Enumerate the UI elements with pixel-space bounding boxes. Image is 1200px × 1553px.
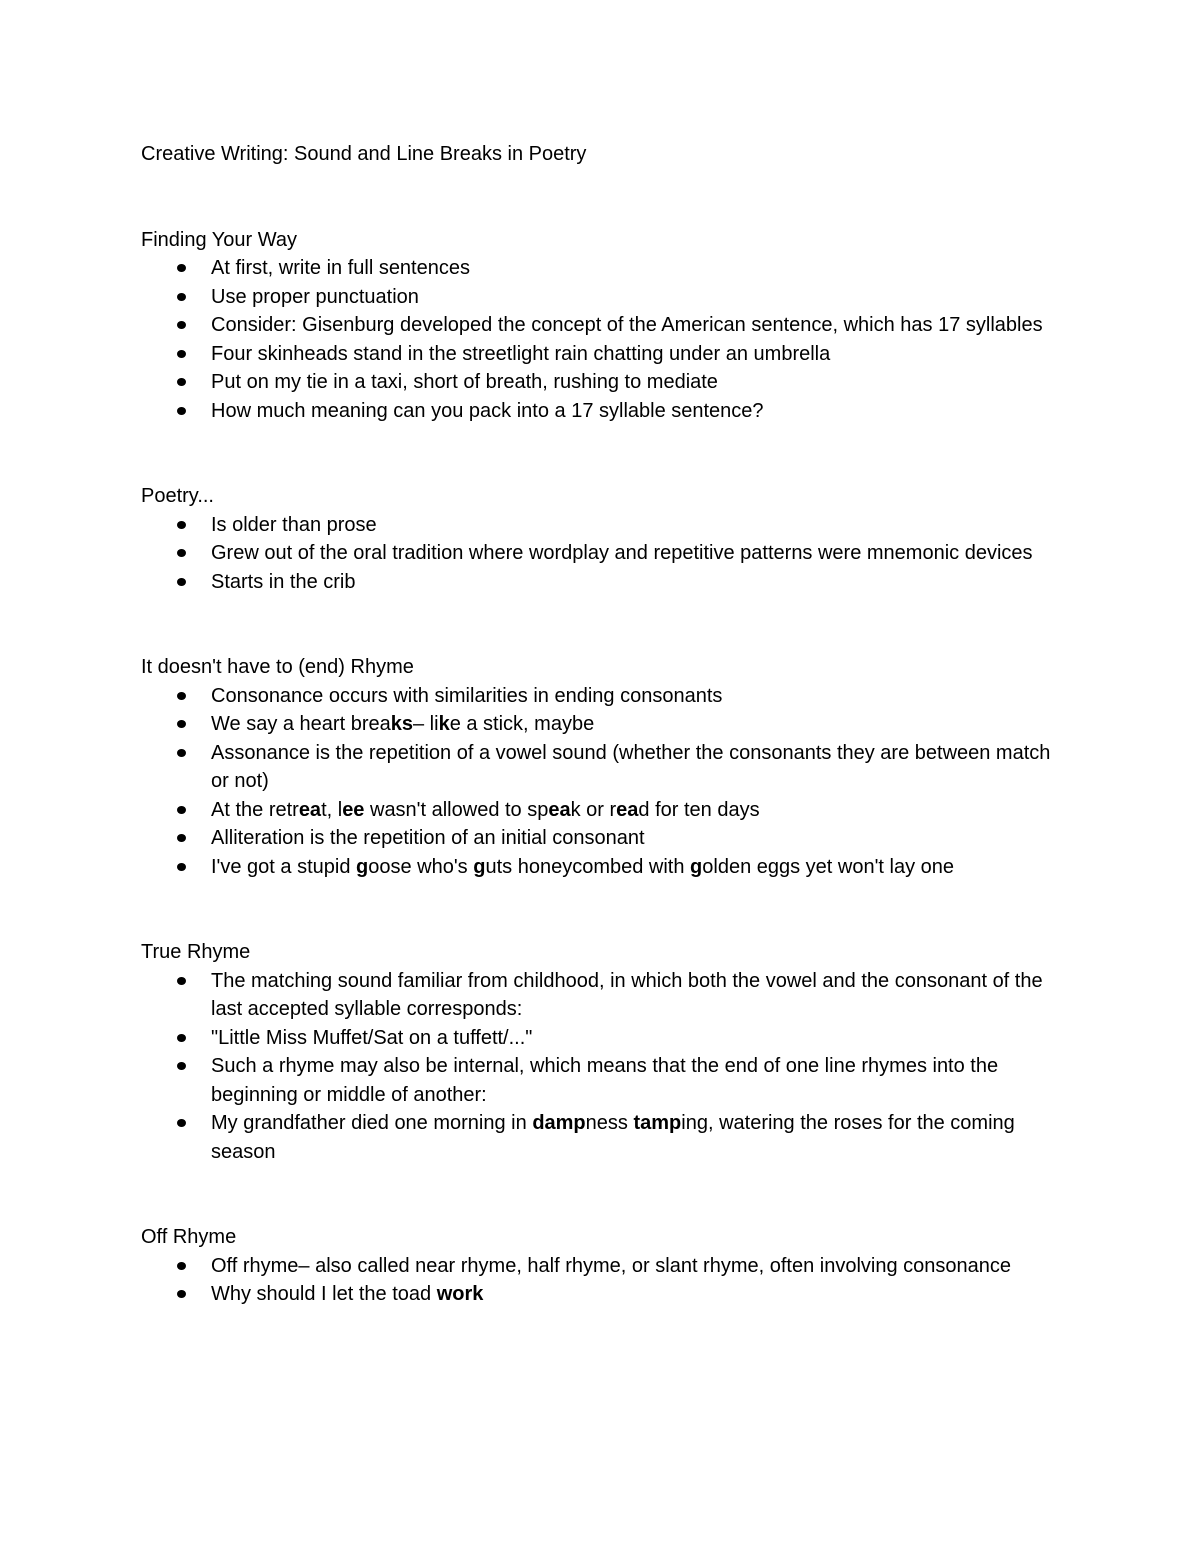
emphasis-text: g xyxy=(690,855,703,878)
item-text: Grew out of the oral tradition where wordplay and repetitive patterns were mnemonic devices xyxy=(211,542,1033,564)
bullet-icon xyxy=(177,977,186,985)
item-text: At first, write in full sentences xyxy=(211,257,470,279)
item-text: Is older than prose xyxy=(211,513,377,536)
bullet-icon xyxy=(177,692,186,700)
item-text: "Little Miss Muffet/Sat on a tuffett/..." xyxy=(211,1026,533,1049)
list-item xyxy=(141,796,1061,825)
list-item xyxy=(141,311,1061,340)
emphasis-text: ee xyxy=(342,798,365,821)
document-title: Creative Writing: Sound and Line Breaks in Poetry xyxy=(141,143,587,165)
emphasis-text: g xyxy=(356,855,369,878)
item-text: At the retr xyxy=(211,798,299,821)
item-text: t, l xyxy=(321,798,343,821)
item-text: Consider: Gisenburg developed the concept of the American sentence, which has 17 syllables xyxy=(211,314,1043,336)
list-item xyxy=(141,1109,1061,1166)
bullet-list xyxy=(141,254,1061,425)
bullet-list xyxy=(141,967,1061,1167)
item-text: Four skinheads stand in the streetlight rain chatting under an umbrella xyxy=(211,342,831,365)
section xyxy=(141,482,1061,596)
spacer xyxy=(141,881,1061,938)
section-heading: Off Rhyme xyxy=(141,1226,237,1248)
list-item xyxy=(141,824,1061,853)
section-heading: Finding Your Way xyxy=(141,228,298,251)
emphasis-text: k xyxy=(438,713,450,735)
bullet-icon xyxy=(177,578,186,586)
item-text: Starts in the crib xyxy=(211,570,356,593)
list-item xyxy=(141,368,1061,397)
bullet-icon xyxy=(177,293,186,301)
bullet-icon xyxy=(177,1119,186,1127)
bullet-icon xyxy=(177,378,186,386)
bullet-list xyxy=(141,511,1061,597)
item-text: Off rhyme– also called near rhyme, half rhyme, or slant rhyme, often involving consonance xyxy=(211,1254,1012,1277)
item-text: Assonance is the repetition of a vowel sound (whether the consonants they are between match or not) xyxy=(211,741,1051,792)
list-item xyxy=(141,967,1061,1024)
bullet-list xyxy=(141,1252,1061,1309)
emphasis-text: tamp xyxy=(633,1112,682,1134)
item-text: We say a heart brea xyxy=(211,713,391,735)
item-text: My grandfather died one morning in xyxy=(211,1112,533,1134)
bullet-icon xyxy=(177,321,186,329)
item-text: Such a rhyme may also be internal, which means that the end of one line rhymes into the beginning or middle of another: xyxy=(211,1055,999,1106)
bullet-icon xyxy=(177,1262,186,1270)
item-text: e a stick, maybe xyxy=(449,713,595,735)
section xyxy=(141,938,1061,1166)
bullet-icon xyxy=(177,1290,186,1298)
bullet-icon xyxy=(177,720,186,728)
bullet-icon xyxy=(177,834,186,842)
bullet-icon xyxy=(177,1062,186,1070)
list-item xyxy=(141,397,1061,426)
spacer xyxy=(141,169,1061,226)
bullet-icon xyxy=(177,549,186,557)
spacer xyxy=(141,596,1061,653)
list-item xyxy=(141,568,1061,597)
list-item xyxy=(141,1024,1061,1053)
list-item xyxy=(141,739,1061,796)
emphasis-text: g xyxy=(473,855,486,878)
item-text: – li xyxy=(412,713,439,735)
item-text: The matching sound familiar from childhood, in which both the vowel and the consonant of the last accepted syllable corresponds: xyxy=(211,969,1043,1020)
item-text: Alliteration is the repetition of an initial consonant xyxy=(211,827,645,849)
item-text: wasn't allowed to sp xyxy=(364,798,549,821)
section xyxy=(141,226,1061,426)
item-text: ing, watering the roses for the coming season xyxy=(211,1112,1015,1163)
bullet-icon xyxy=(177,1034,186,1042)
item-text: Use proper punctuation xyxy=(211,285,419,308)
list-item xyxy=(141,682,1061,711)
emphasis-text: ea xyxy=(616,798,639,821)
item-text: Why should I let the toad xyxy=(211,1283,437,1305)
item-text: Put on my tie in a taxi, short of breath, rushing to mediate xyxy=(211,371,718,393)
item-text: I've got a stupid xyxy=(211,855,357,878)
emphasis-text: ea xyxy=(298,798,322,821)
emphasis-text: work xyxy=(436,1283,484,1305)
item-text: d for ten days xyxy=(638,798,760,821)
item-text: uts honeycombed with xyxy=(485,855,691,878)
list-item xyxy=(141,511,1061,540)
item-text: oose who's xyxy=(368,855,474,878)
list-item xyxy=(141,283,1061,312)
item-text: k or r xyxy=(570,798,617,821)
document-page xyxy=(141,140,1061,1309)
list-item xyxy=(141,254,1061,283)
bullet-icon xyxy=(177,806,186,814)
list-item xyxy=(141,1252,1061,1281)
spacer xyxy=(141,425,1061,482)
emphasis-text: ea xyxy=(548,798,571,821)
section-heading: It doesn't have to (end) Rhyme xyxy=(141,656,414,678)
item-text: ness xyxy=(585,1112,634,1134)
list-item xyxy=(141,853,1061,882)
item-text: olden eggs yet won't lay one xyxy=(702,855,955,878)
bullet-icon xyxy=(177,863,186,871)
list-item xyxy=(141,710,1061,739)
section-heading: True Rhyme xyxy=(141,941,251,963)
emphasis-text: ks xyxy=(390,713,413,735)
list-item xyxy=(141,539,1061,568)
section xyxy=(141,653,1061,881)
section xyxy=(141,1223,1061,1309)
emphasis-text: damp xyxy=(532,1112,586,1134)
bullet-icon xyxy=(177,350,186,358)
bullet-icon xyxy=(177,407,186,415)
item-text: How much meaning can you pack into a 17 syllable sentence? xyxy=(211,399,764,422)
section-heading: Poetry... xyxy=(141,485,214,507)
list-item xyxy=(141,1280,1061,1309)
bullet-icon xyxy=(177,749,186,757)
spacer xyxy=(141,1166,1061,1223)
bullet-icon xyxy=(177,264,186,272)
item-text: Consonance occurs with similarities in ending consonants xyxy=(211,684,723,707)
list-item xyxy=(141,340,1061,369)
document-body xyxy=(141,226,1061,1309)
list-item xyxy=(141,1052,1061,1109)
bullet-list xyxy=(141,682,1061,882)
bullet-icon xyxy=(177,521,186,529)
